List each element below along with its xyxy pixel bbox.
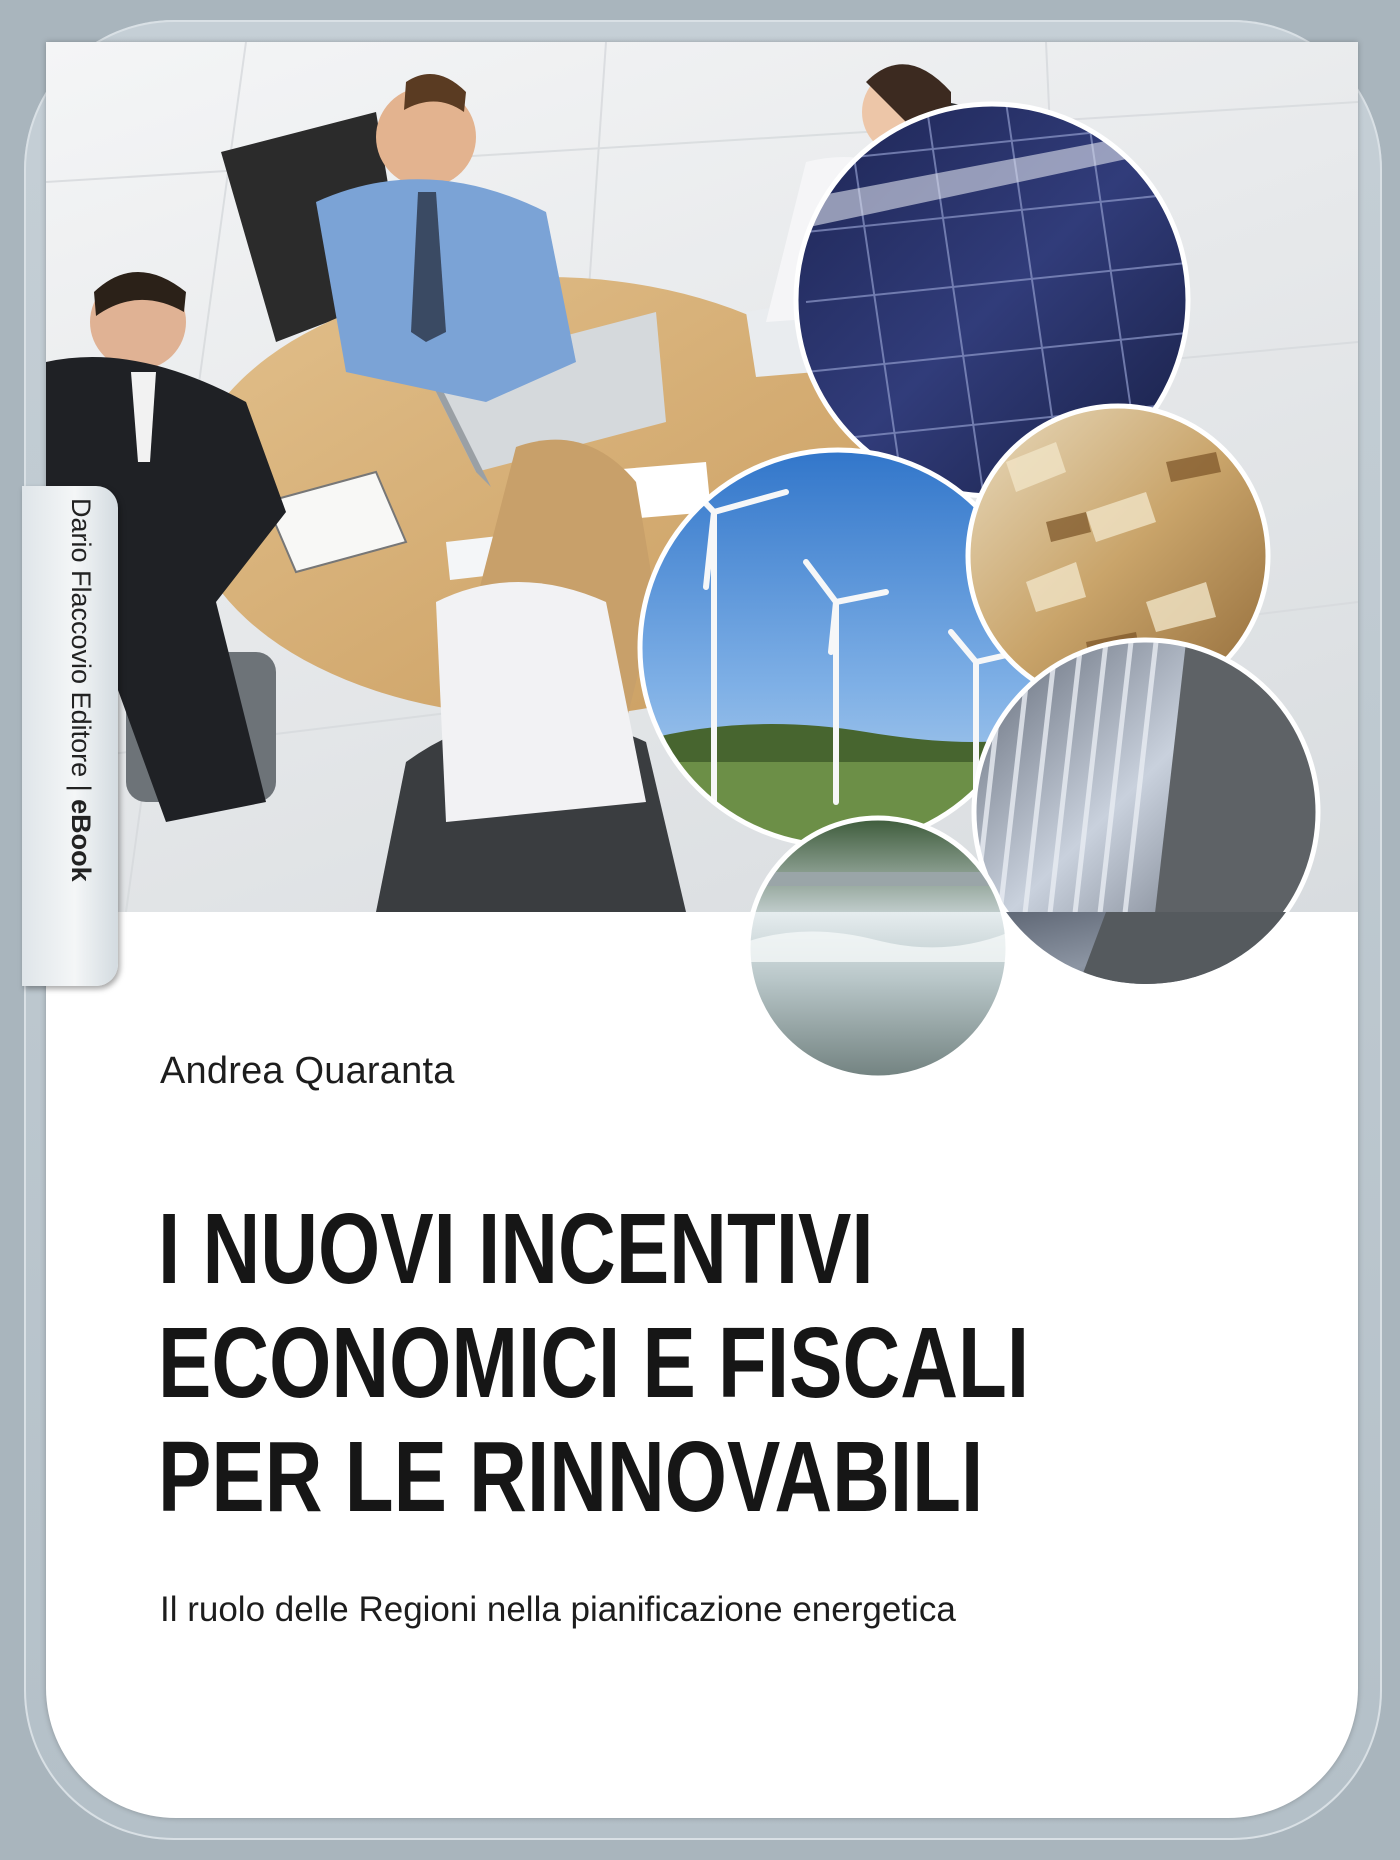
- title-line-2: ECONOMICI E FISCALI: [158, 1307, 1030, 1419]
- spine-tab: [22, 486, 118, 986]
- spine-tab-label: [65, 498, 96, 882]
- publisher-name: Dario Flaccovio Editore: [66, 498, 96, 778]
- spine-separator: |: [66, 777, 96, 800]
- cover-photo: [46, 42, 1358, 912]
- book-subtitle: Il ruolo delle Regioni nella pianificazione energetica: [160, 1590, 956, 1629]
- cover-illustration: [46, 42, 1358, 912]
- book-title: [158, 1192, 1029, 1534]
- author-name: Andrea Quaranta: [160, 1050, 455, 1092]
- format-label: eBook: [66, 799, 96, 882]
- title-line-3: PER LE RINNOVABILI: [158, 1421, 984, 1533]
- book-cover: [46, 42, 1358, 1818]
- title-line-1: I NUOVI INCENTIVI: [158, 1193, 874, 1305]
